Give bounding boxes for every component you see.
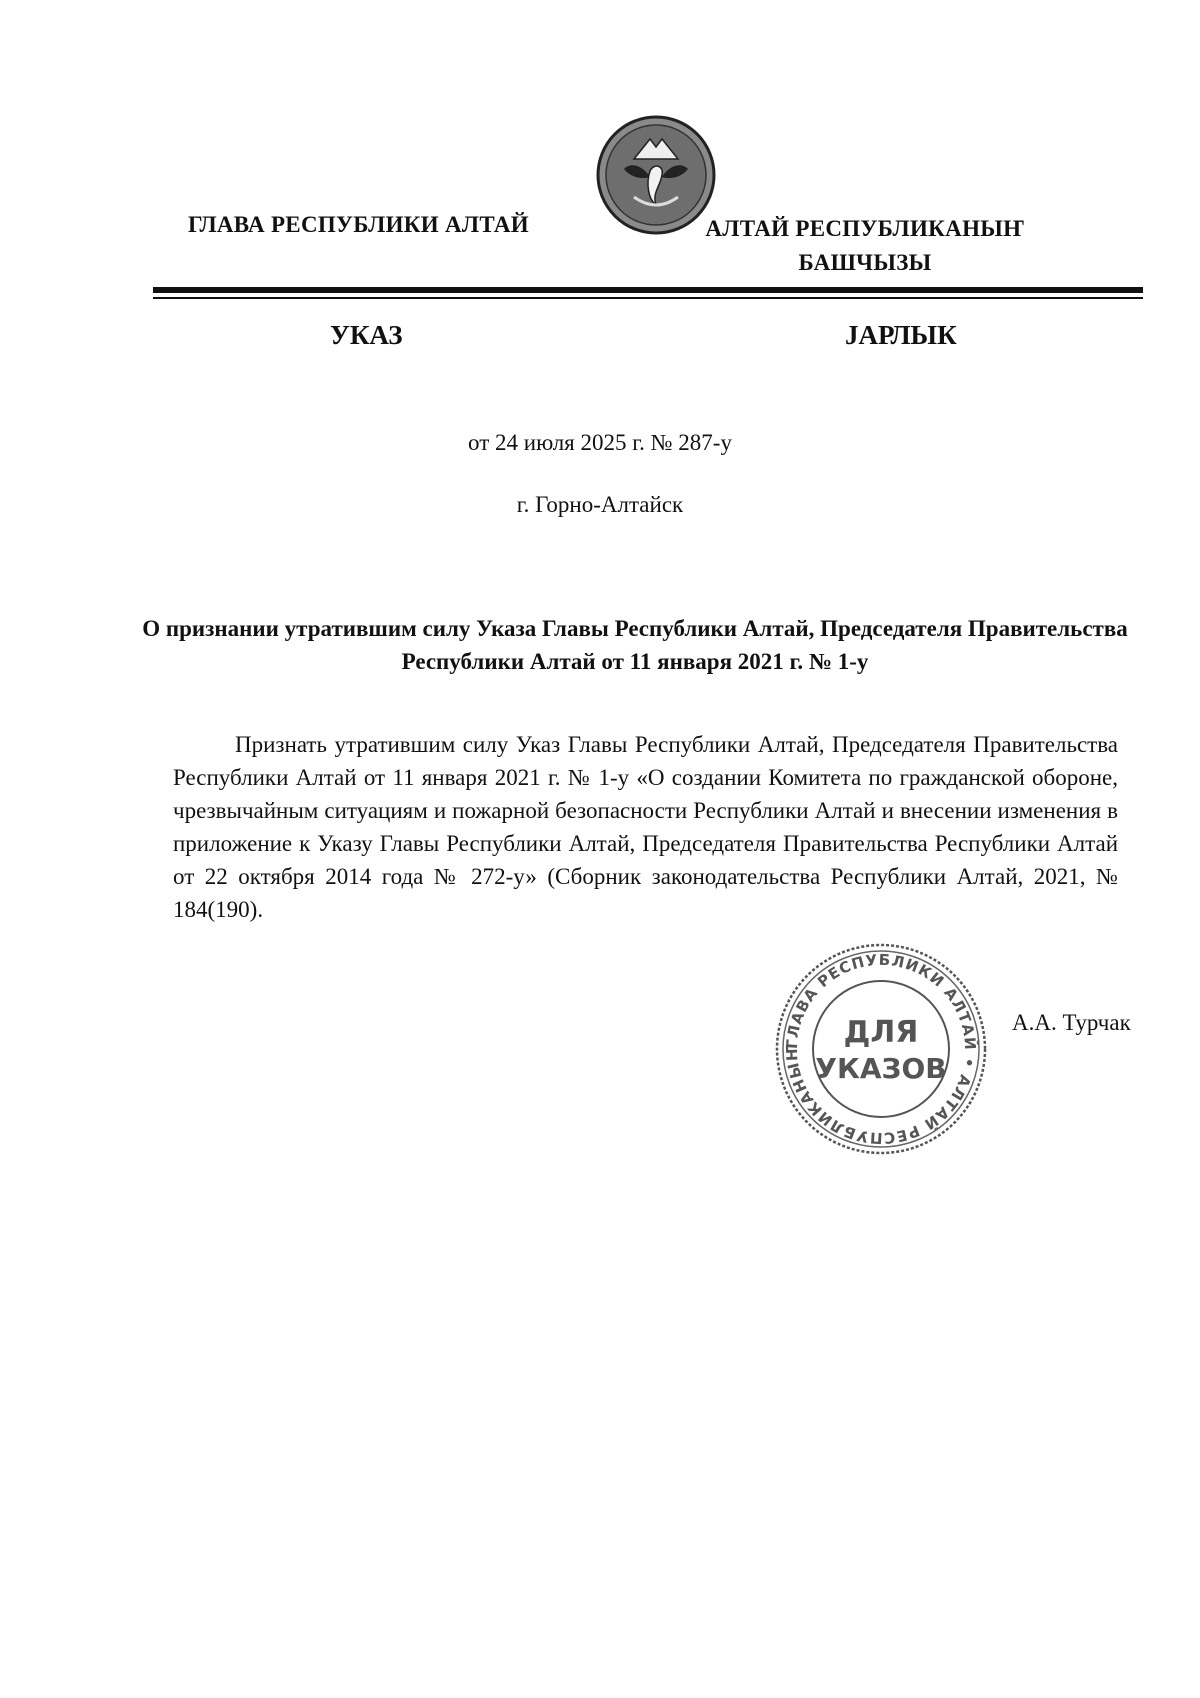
- signer-name: А.А. Турчак: [1012, 1010, 1131, 1035]
- document-title: О признании утратившим силу Указа Главы Республики Алтай, Председателя Правительства Республики Алтай от 11 января 2021 г. № 1-у: [142, 616, 1128, 674]
- stamp-center-line2: УКАЗОВ: [815, 1052, 947, 1085]
- date-number: от 24 июля 2025 г. № 287-у: [468, 430, 732, 455]
- stamp-ring-text: ГЛАВА РЕСПУБЛИКИ АЛТАЙ • АЛТАЙ РЕСПУБЛИКАНЫҤ: [782, 950, 980, 1148]
- header-divider-thick: [153, 287, 1143, 293]
- document-body: Признать утратившим силу Указ Главы Республики Алтай, Председателя Правительства Республики Алтай от 11 января 2021 г. № 1-у «О создании Комитета по гражданской обороне, чрезвычайным ситуациям и пожарной безопасности Республики Алтай и внесении изменения в приложение к Указу Главы Республики Алтай, Председателя Правительства Республики Алтай от 22 октября 2014 года № 272-у» (Сборник законодательства Республики Алтай, 2021, № 184(190).: [173, 732, 1118, 922]
- doc-type-russian: УКАЗ: [330, 320, 403, 350]
- issuer-name-altai-line2: БАШЧЫЗЫ: [798, 250, 932, 275]
- city: г. Горно-Алтайск: [516, 492, 684, 517]
- issuer-name-altai: [700, 212, 1030, 280]
- issuer-name-altai-line1: АЛТАЙ РЕСПУБЛИКАНЫҤ: [705, 216, 1025, 241]
- official-stamp-icon: [772, 940, 990, 1158]
- stamp-center-line1: ДЛЯ: [843, 1015, 919, 1050]
- doc-type-altai: ЈАРЛЫК: [845, 320, 957, 350]
- header-divider-thin: [153, 297, 1143, 299]
- issuer-name-russian: ГЛАВА РЕСПУБЛИКИ АЛТАЙ: [188, 212, 529, 237]
